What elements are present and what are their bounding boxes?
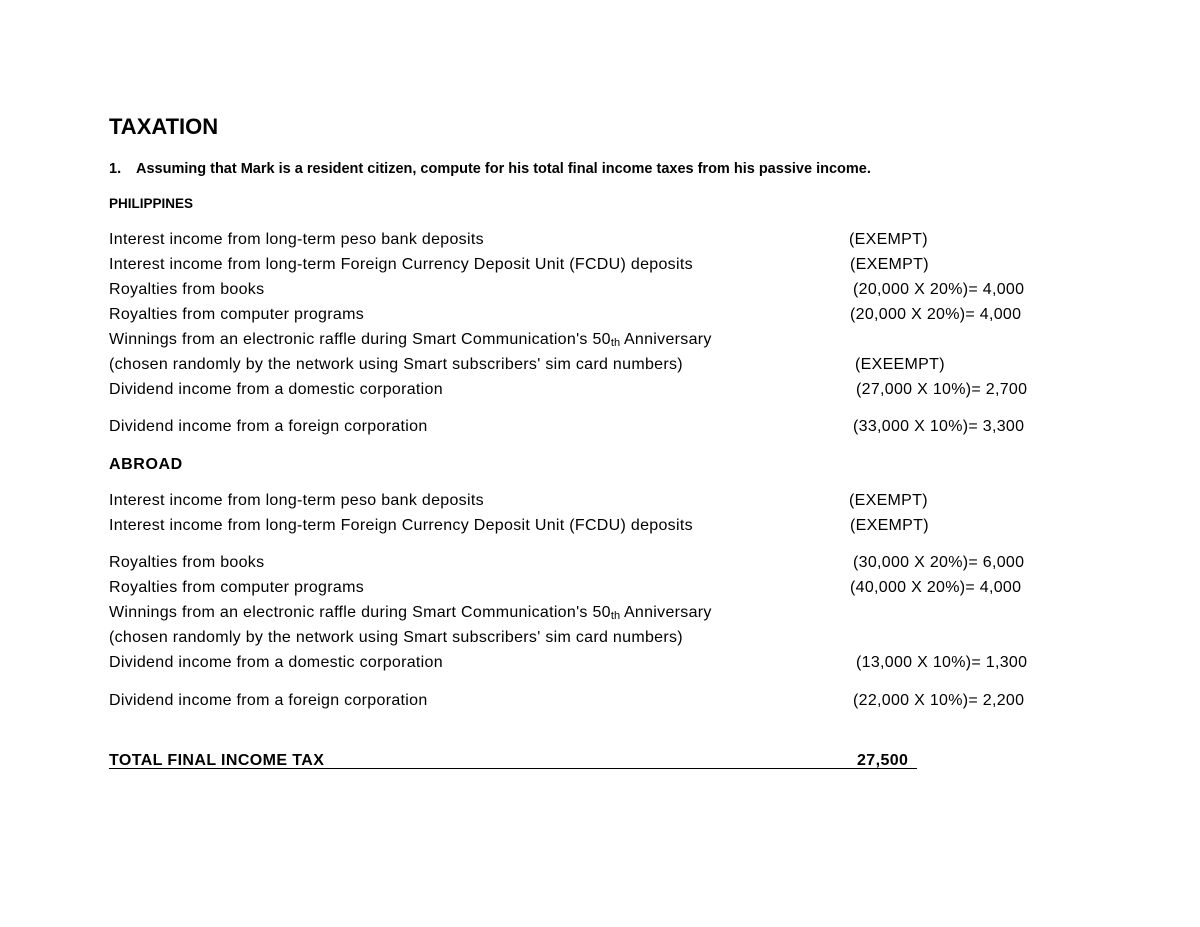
row-label: Interest income from long-term peso bank deposits [109,492,484,509]
row-value: (22,000 X 10%)= 2,200 [853,692,1025,709]
ab-row-dividend-foreign [109,690,1069,712]
row-value: (20,000 X 20%)= 4,000 [853,281,1025,298]
question-number: 1. [109,161,122,177]
ab-row-dividend-domestic [109,652,1069,674]
raffle-text-start: Winnings from an electronic raffle during Smart Communication's 50 [109,331,611,348]
row-label: Dividend income from a foreign corporation [109,692,428,709]
ab-row-raffle-note [109,627,1069,649]
row-label: Royalties from books [109,281,265,298]
row-label: (chosen randomly by the network using Smart subscribers' sim card numbers) [109,356,683,373]
row-label: Dividend income from a foreign corporation [109,418,428,435]
row-label: Interest income from long-term peso bank deposits [109,231,484,248]
ph-row-interest-fcdu [109,254,1069,276]
row-value: (30,000 X 20%)= 6,000 [853,554,1025,571]
section-heading-philippines: PHILIPPINES [109,196,194,211]
ab-row-royalties-programs [109,577,1069,599]
ph-row-raffle [109,329,1069,351]
row-label [109,329,712,354]
ph-row-raffle-note [109,354,1069,376]
row-value: (27,000 X 10%)= 2,700 [856,381,1028,398]
row-value: (20,000 X 20%)= 4,000 [850,306,1022,323]
row-label: Dividend income from a domestic corporation [109,381,443,398]
ab-row-interest-peso [109,490,1069,512]
total-label: TOTAL FINAL INCOME TAX [109,752,325,769]
ph-row-dividend-foreign [109,416,1069,438]
row-label: (chosen randomly by the network using Smart subscribers' sim card numbers) [109,629,683,646]
row-value: (EXEMPT) [850,517,929,534]
raffle-text-start: Winnings from an electronic raffle during Smart Communication's 50 [109,604,611,621]
row-value: (EXEMPT) [850,256,929,273]
ab-row-royalties-books [109,552,1069,574]
row-value: (EXEMPT) [849,231,928,248]
row-value: (40,000 X 20%)= 4,000 [850,579,1022,596]
ph-row-royalties-books [109,279,1069,301]
raffle-text-end: Anniversary [620,331,712,348]
total-value: 27,500 [857,752,909,769]
ph-row-interest-peso [109,229,1069,251]
ordinal-suffix: th [610,337,621,349]
ordinal-suffix: th [610,610,621,622]
row-value: (EXEMPT) [849,492,928,509]
question-1 [109,159,871,179]
section-heading-abroad: ABROAD [109,456,183,473]
row-label: Interest income from long-term Foreign Currency Deposit Unit (FCDU) deposits [109,517,693,534]
ph-row-dividend-domestic [109,379,1069,401]
row-value: (13,000 X 10%)= 1,300 [856,654,1028,671]
total-underline [109,768,917,769]
row-value: (33,000 X 10%)= 3,300 [853,418,1025,435]
raffle-text-end: Anniversary [620,604,712,621]
row-label: Interest income from long-term Foreign Currency Deposit Unit (FCDU) deposits [109,256,693,273]
row-label: Royalties from books [109,554,265,571]
question-text: Assuming that Mark is a resident citizen, compute for his total final income taxes from his passive income. [136,161,871,177]
row-label: Dividend income from a domestic corporation [109,654,443,671]
row-value: (EXEEMPT) [855,356,945,373]
ph-row-royalties-programs [109,304,1069,326]
row-label [109,602,712,627]
ab-row-raffle [109,602,1069,624]
document-title: TAXATION [109,114,219,139]
row-label: Royalties from computer programs [109,579,365,596]
ab-row-interest-fcdu [109,515,1069,537]
row-label: Royalties from computer programs [109,306,365,323]
